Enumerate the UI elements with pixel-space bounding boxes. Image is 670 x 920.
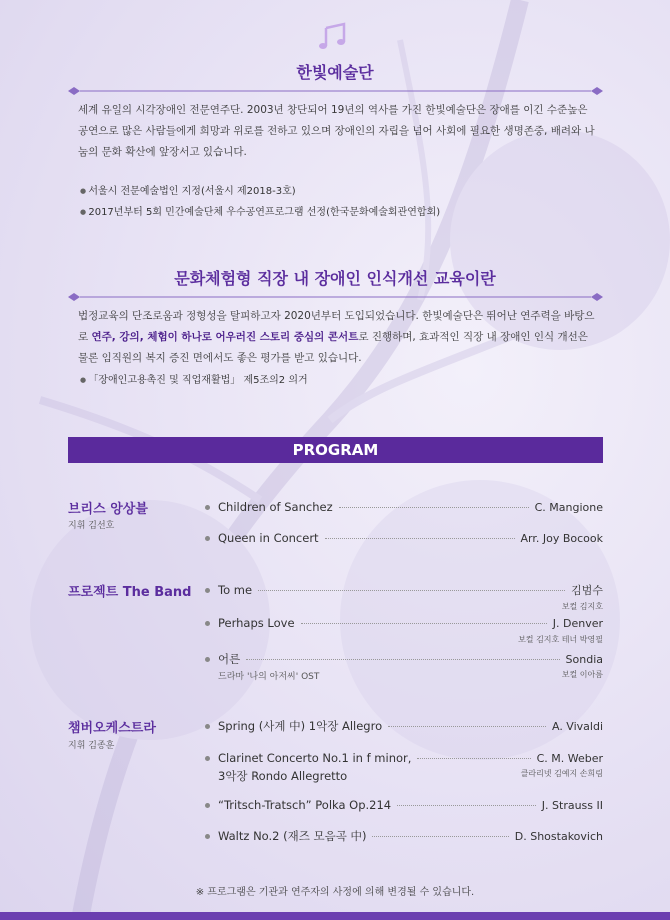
bullet-item: ● 서울시 전문예술법인 지정(서울시 제2018-3호): [80, 181, 440, 202]
education-bullets: [80, 370, 308, 391]
bullet-dot: [205, 724, 210, 729]
composer: A. Vivaldi: [551, 719, 603, 733]
program-item: [205, 651, 603, 667]
dotted-leader: [417, 757, 530, 759]
bullet-dot: [205, 756, 210, 761]
divider-line: [68, 86, 603, 96]
group-name: 브리스 앙상블: [68, 502, 148, 517]
piece-title-line2: 3악장 Rondo Allegretto: [218, 769, 348, 783]
program-item: [205, 797, 603, 813]
piece-title: To me: [218, 583, 253, 597]
composer: J. Strauss II: [541, 798, 603, 812]
music-note-icon: [318, 22, 350, 50]
bullet-dot: [205, 657, 210, 662]
education-paragraph: 법정교육의 단조로움과 정형성을 탈피하고자 2020년부터 도입되었습니다. 한빛예술단은 뛰어난 연주력을 바탕으로 연주, 강의, 체험이 하나로 어우러진 스토리 중심의 콘서트로 진행하며, 효과적인 직장 내 장애인 인식 개선은 물론 임직원의 복지 증진 면에서도 좋은 평가를 받고 있습니다.: [78, 310, 595, 364]
composer: J. Denver: [552, 616, 603, 630]
bullet-dot: [205, 505, 210, 510]
group-conductor: 지휘 김종훈: [68, 741, 115, 751]
piece-title: 어른: [218, 652, 241, 666]
piece-title: Queen in Concert: [218, 531, 319, 545]
piece-title: Waltz No.2 (재즈 모음곡 中): [218, 829, 367, 843]
group-name: 프로젝트 The Band: [68, 585, 192, 600]
about-bullets: [80, 181, 440, 223]
composer: D. Shostakovich: [514, 829, 603, 843]
divider-line: [68, 292, 603, 302]
piece-title: Clarinet Concerto No.1 in f minor,: [218, 751, 412, 765]
bullet-dot: [205, 536, 210, 541]
education-highlight: 연주, 강의, 체험이 하나로 어우러진 스토리 중심의 콘서트: [91, 331, 359, 343]
piece-title: “Tritsch-Tratsch” Polka Op.214: [218, 798, 392, 812]
program-item: [205, 499, 603, 515]
bullet-item: ● 2017년부터 5회 민간예술단체 우수공연프로그램 선정(한국문화예술회관연합회): [80, 202, 440, 223]
program-item: [205, 750, 603, 766]
piece-source-note: 드라마 '나의 아저씨' OST: [218, 672, 320, 682]
bullet-dot: [205, 588, 210, 593]
dotted-leader: [246, 658, 559, 660]
program-item: [205, 615, 603, 631]
dotted-leader: [388, 725, 546, 727]
piece-title: Spring (사계 中) 1악장 Allegro: [218, 719, 383, 733]
bullet-dot: [205, 621, 210, 626]
dotted-leader: [339, 506, 529, 508]
piece-title: Children of Sanchez: [218, 500, 333, 514]
bullet-dot: [205, 834, 210, 839]
composer: Arr. Joy Bocook: [520, 531, 603, 545]
program-item: [205, 530, 603, 546]
footer-note: ※ 프로그램은 기관과 연주자의 사정에 의해 변경될 수 있습니다.: [195, 887, 475, 898]
dotted-leader: [258, 589, 565, 591]
bottom-color-bar: [0, 912, 670, 920]
performer-note: 클라리넷 김예지 손희림: [520, 769, 603, 778]
education-title: 문화체험형 직장 내 장애인 인식개선 교육이란: [174, 269, 496, 288]
about-paragraph: 세계 유일의 시각장애인 전문연주단. 2003년 창단되어 19년의 역사를 가진 한빛예술단은 장애를 이긴 수준높은 공연으로 많은 사람들에게 희망과 위로를 전하고 있으며 장애인의 자립을 넘어 사회에 필요한 생명존중, 배려와 나눔의 문화 확산에 앞장서고 있습니다.: [78, 104, 595, 158]
dotted-leader: [325, 537, 515, 539]
performer-note: 보컬 김지호: [561, 602, 603, 611]
composer: 김범수: [571, 584, 603, 597]
bullet-dot: [205, 803, 210, 808]
dotted-leader: [372, 835, 508, 837]
program-item: [205, 828, 603, 844]
performer-note: 보컬 이아름: [561, 670, 603, 679]
composer: C. Mangione: [534, 500, 603, 514]
performer-note: 보컬 김지호 테너 박영필: [518, 635, 603, 644]
piece-title: Perhaps Love: [218, 616, 295, 630]
program-header: PROGRAM: [68, 437, 603, 463]
composer: C. M. Weber: [536, 751, 603, 765]
program-item: [205, 582, 603, 598]
dotted-leader: [397, 804, 536, 806]
dotted-leader: [301, 622, 547, 624]
bullet-item: ● 「장애인고용촉진 및 직업재활법」 제5조의2 의거: [80, 370, 308, 391]
about-title: 한빛예술단: [296, 63, 374, 82]
program-item: [205, 718, 603, 734]
group-conductor: 지휘 김선호: [68, 521, 115, 531]
group-name: 챔버오케스트라: [68, 721, 156, 736]
composer: Sondia: [565, 652, 603, 666]
